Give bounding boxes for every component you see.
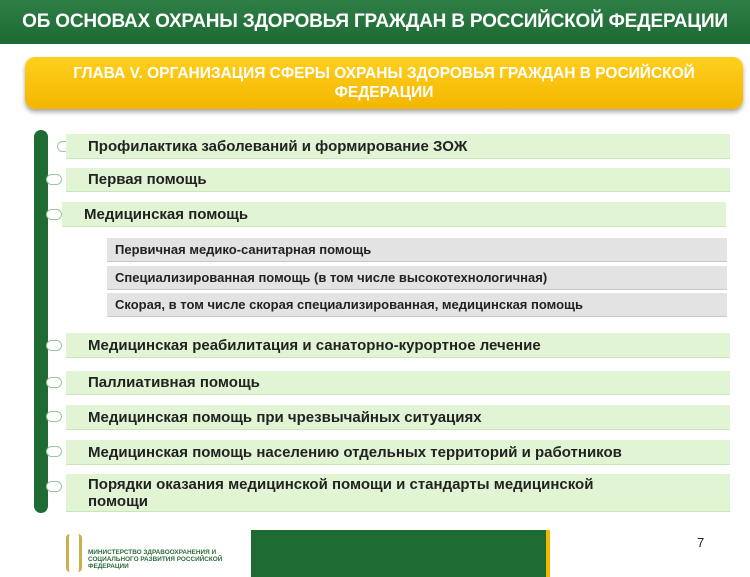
sub-list-item bbox=[107, 238, 727, 262]
list-item-label: Медицинская помощь bbox=[84, 205, 249, 223]
bullet-icon bbox=[46, 209, 62, 220]
list-item-label: Паллиативная помощь bbox=[88, 374, 260, 391]
sub-list-item-label: Специализированная помощь (в том числе высокотехнологичная) bbox=[115, 270, 548, 285]
ministry-logo bbox=[66, 530, 234, 577]
bullet-icon bbox=[46, 340, 62, 351]
bullet-icon bbox=[46, 446, 62, 457]
footer-accent bbox=[546, 530, 550, 577]
ministry-emblem-icon bbox=[66, 534, 82, 572]
list-spine bbox=[34, 130, 48, 513]
list-item bbox=[62, 202, 726, 227]
sub-list-item bbox=[107, 293, 727, 317]
bullet-icon bbox=[46, 174, 62, 185]
ministry-logo-text: МИНИСТЕРСТВО ЗДРАВООХРАНЕНИЯ И СОЦИАЛЬНОГО РАЗВИТИЯ РОССИЙСКОЙ ФЕДЕРАЦИИ bbox=[88, 549, 223, 571]
list-item bbox=[66, 371, 730, 395]
list-item-label: Профилактика заболеваний и формирование ЗОЖ bbox=[88, 137, 468, 155]
footer-bar bbox=[251, 530, 546, 577]
sub-list-item bbox=[107, 266, 727, 290]
chapter-title: ГЛАВА V. ОРГАНИЗАЦИЯ СФЕРЫ ОХРАНЫ ЗДОРОВЬЯ ГРАЖДАН В РОСИЙСКОЙ ФЕДЕРАЦИИ bbox=[73, 65, 695, 101]
header-bar bbox=[0, 0, 750, 44]
list-item-label: Медицинская помощь населению отдельных территорий и работников bbox=[88, 443, 622, 461]
sub-list-item-label: Первичная медико-санитарная помощь bbox=[115, 242, 372, 257]
list-item-label: Порядки оказания медицинской помощи и стандарты медицинской помощи bbox=[88, 476, 594, 510]
list-item bbox=[66, 474, 730, 512]
bullet-icon bbox=[46, 411, 62, 422]
list-item-label: Медицинская реабилитация и санаторно-курортное лечение bbox=[88, 336, 541, 354]
chapter-banner bbox=[25, 57, 743, 109]
bullet-icon bbox=[46, 377, 62, 388]
list-item bbox=[66, 440, 730, 465]
page-number: 7 bbox=[697, 535, 705, 550]
list-item-label: Первая помощь bbox=[88, 171, 207, 188]
sub-list-item-label: Скорая, в том числе скорая специализированная, медицинская помощь bbox=[115, 297, 583, 312]
list-item bbox=[66, 168, 730, 192]
list-item bbox=[66, 333, 730, 358]
list-item bbox=[66, 134, 730, 159]
list-item bbox=[66, 405, 730, 430]
list-item-label: Медицинская помощь при чрезвычайных ситуациях bbox=[88, 408, 482, 426]
bullet-icon bbox=[46, 481, 62, 492]
page-title: ОБ ОСНОВАХ ОХРАНЫ ЗДОРОВЬЯ ГРАЖДАН В РОССИЙСКОЙ ФЕДЕРАЦИИ bbox=[22, 11, 728, 32]
